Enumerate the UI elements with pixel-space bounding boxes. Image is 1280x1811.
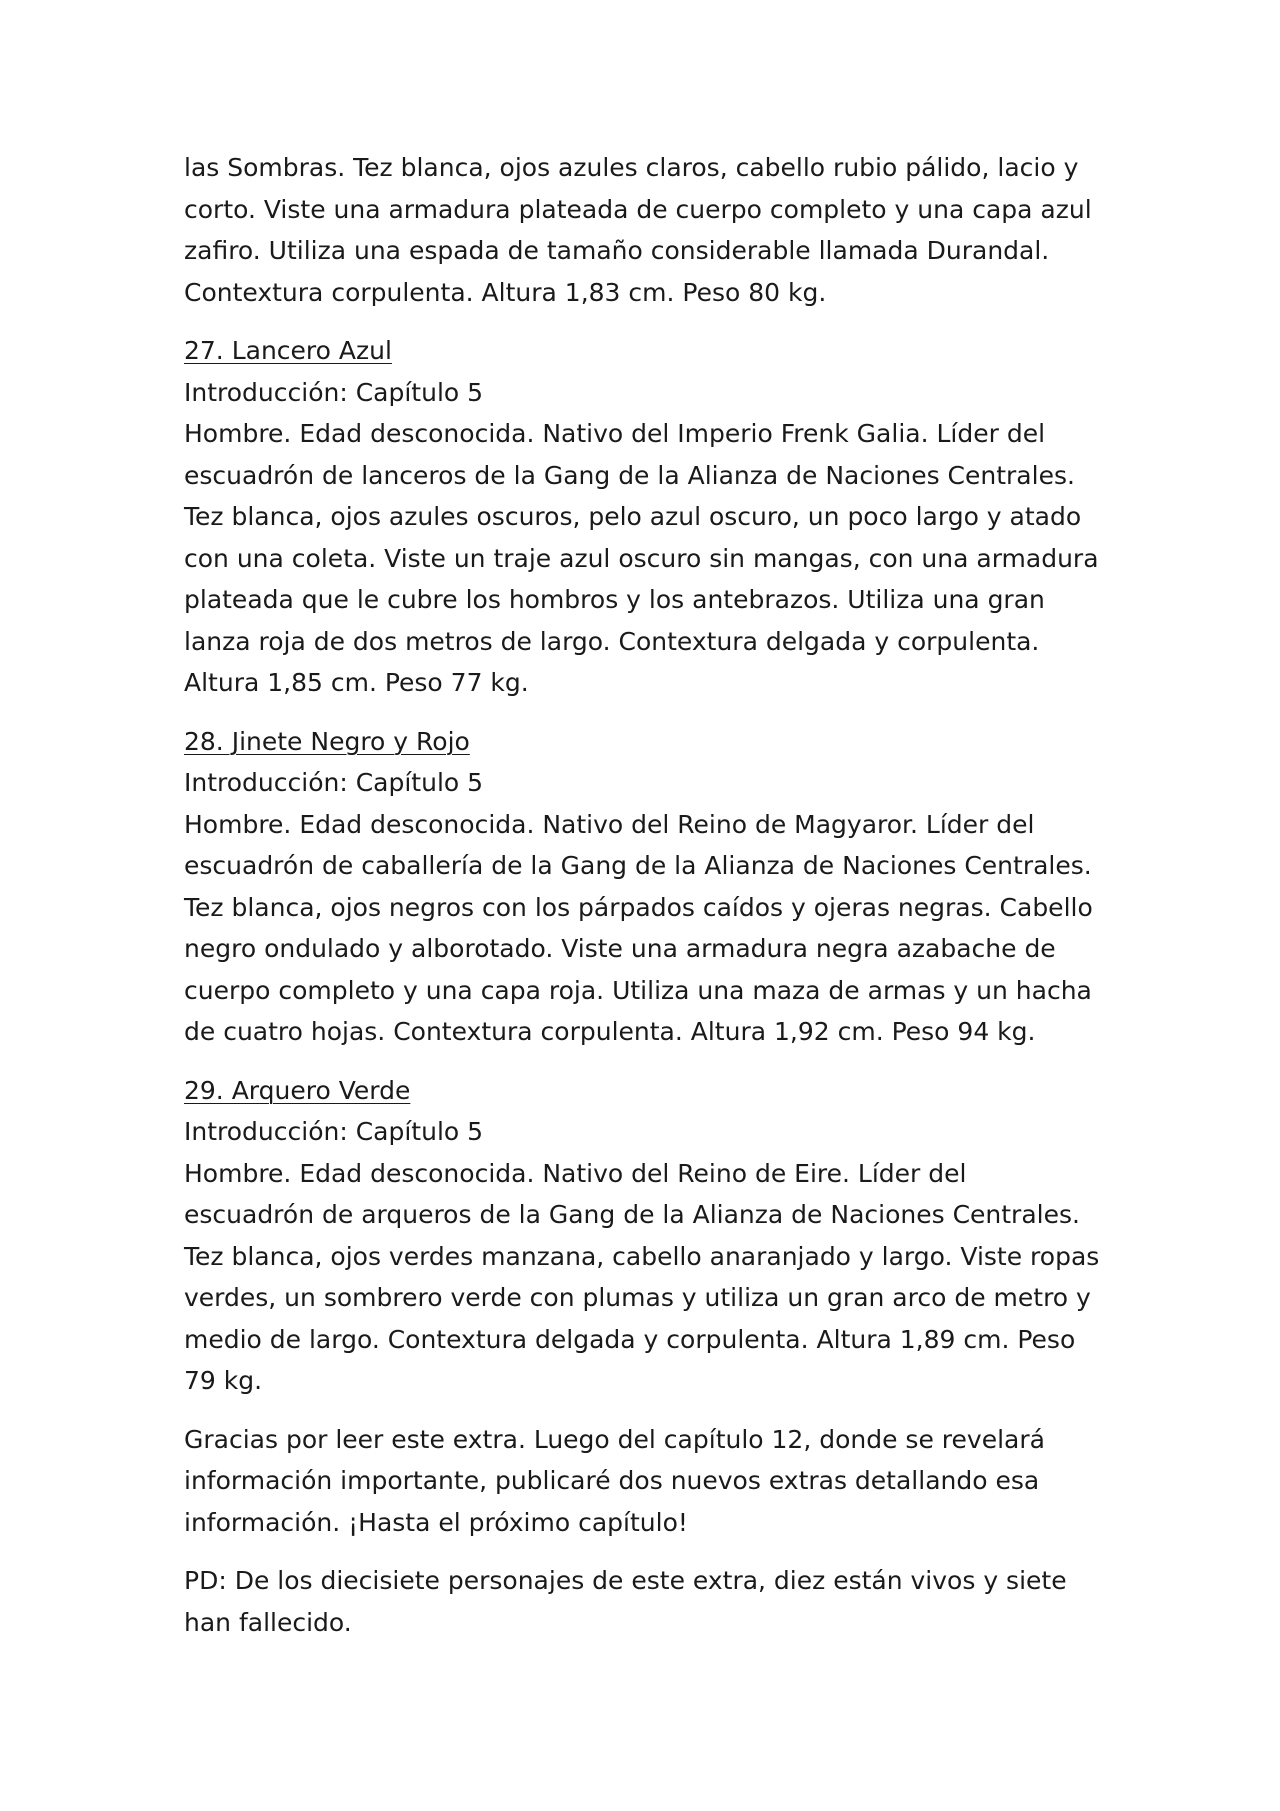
- character-entry-27: [184, 330, 1104, 704]
- entry-title: 29. Arquero Verde: [184, 1075, 411, 1105]
- closing-paragraph: Gracias por leer este extra. Luego del capítulo 12, donde se revelará información importante, publicaré dos nuevos extras detallando esa información. ¡Hasta el próximo capítulo!: [184, 1424, 1045, 1537]
- character-entry-28: [184, 721, 1104, 1053]
- entry-title: 27. Lancero Azul: [184, 336, 392, 365]
- entry-description: Hombre. Edad desconocida. Nativo del Reino de Magyaror. Líder del escuadrón de caballería de la Gang de la Alianza de Naciones Centrales. Tez blanca, ojos negros con los párpados caídos y ojeras negras. Cabello negro ondulado y alborotado. Viste una armadura negra azabache de cuerpo completo y una capa roja. Utiliza una maza de armas y un hacha de cuatro hojas. Contextura corpulenta. Altura 1,92 cm. Peso 94 kg.: [184, 809, 1093, 1046]
- postscript: PD: De los diecisiete personajes de este extra, diez están vivos y siete han fallecido.: [184, 1566, 1067, 1637]
- entry-intro: Introducción: Capítulo 5: [184, 1117, 484, 1146]
- opening-paragraph: las Sombras. Tez blanca, ojos azules claros, cabello rubio pálido, lacio y corto. Viste una armadura plateada de cuerpo completo y una capa azul zafiro. Utiliza una espada de tamaño considerable llamada Durandal. Contextura corpulenta. Altura 1,83 cm. Peso 80 kg.: [184, 153, 1092, 307]
- document-page: [184, 147, 1104, 1660]
- entry-description: Hombre. Edad desconocida. Nativo del Reino de Eire. Líder del escuadrón de arqueros de la Gang de la Alianza de Naciones Centrales. Tez blanca, ojos verdes manzana, cabello anaranjado y largo. Viste ropas verdes, un sombrero verde con plumas y utiliza un gran arco de metro y medio de largo. Contextura delgada y corpulenta. Altura 1,89 cm. Peso 79 kg.: [184, 1158, 1100, 1395]
- entry-description: Hombre. Edad desconocida. Nativo del Imperio Frenk Galia. Líder del escuadrón de lanceros de la Gang de la Alianza de Naciones Centrales. Tez blanca, ojos azules oscuros, pelo azul oscuro, un poco largo y atado con una coleta. Viste un traje azul oscuro sin mangas, con una armadura plateada que le cubre los hombros y los antebrazos. Utiliza una gran lanza roja de dos metros de largo. Contextura delgada y corpulenta. Altura 1,85 cm. Peso 77 kg.: [184, 419, 1099, 697]
- entry-intro: Introducción: Capítulo 5: [184, 377, 484, 407]
- character-entry-29: [184, 1070, 1104, 1402]
- entry-title: 28. Jinete Negro y Rojo: [184, 726, 470, 756]
- entry-intro: Introducción: Capítulo 5: [184, 768, 484, 797]
